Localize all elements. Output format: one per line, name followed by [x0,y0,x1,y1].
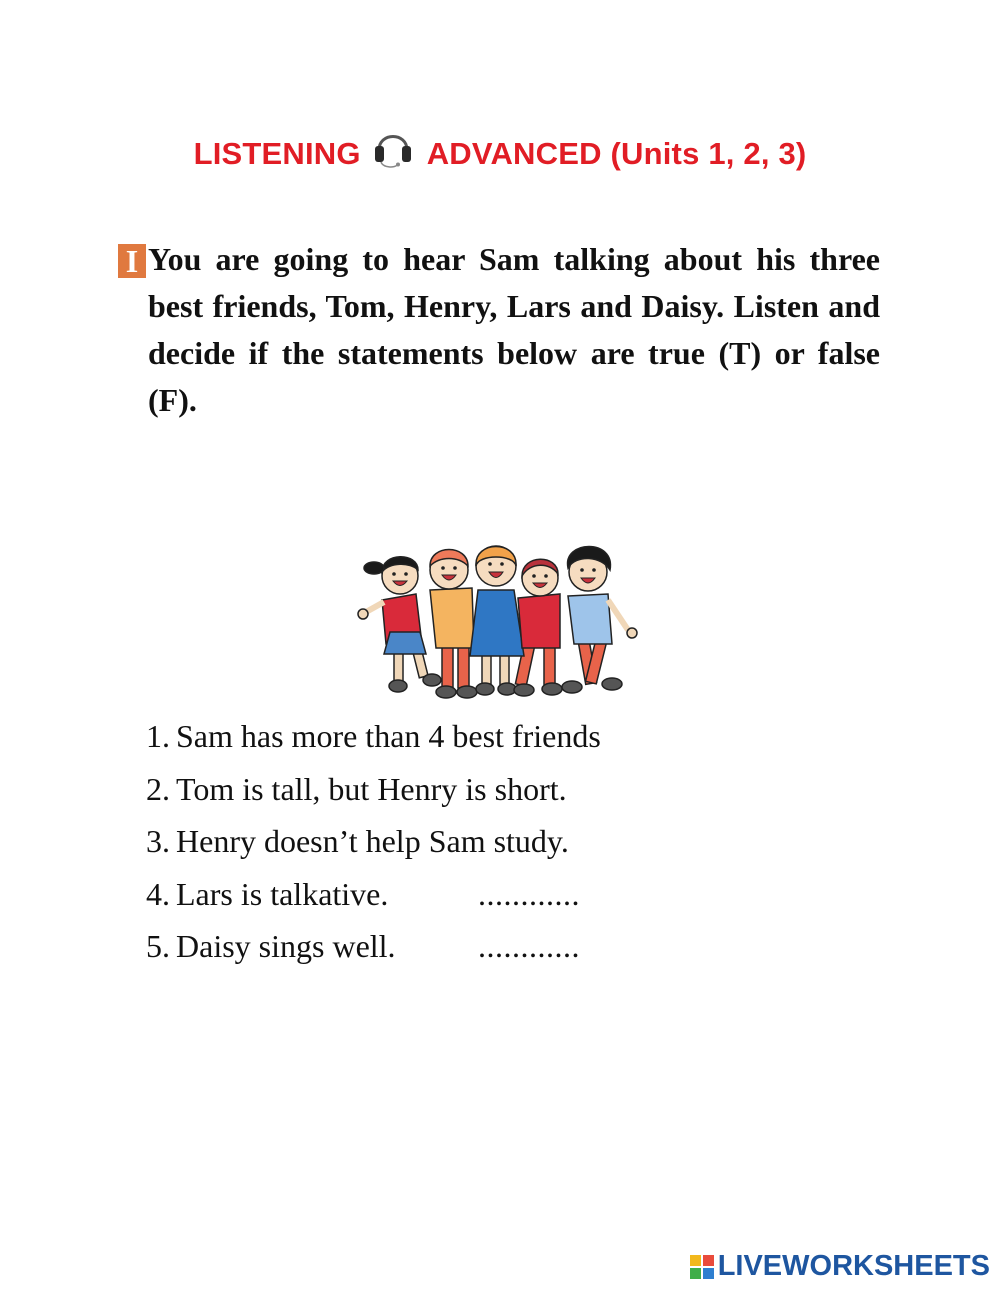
brand-name: LIVEWORKSHEETS [717,1250,990,1282]
exercise-instructions: You are going to hear Sam talking about his three best friends, Tom, Henry, Lars and Daisy. Listen and decide if the statements below are true (T) or false (F). [148,241,880,418]
headphones-icon [373,124,413,168]
item-text: Daisy sings well. [176,928,396,964]
group-of-children-illustration [354,532,644,704]
answer-blank[interactable]: ............ [478,928,580,964]
page-title [0,132,1000,176]
item-text: Tom is tall, but Henry is short. [176,770,567,807]
item-number: 3. [146,823,170,859]
list-item [146,710,601,763]
list-item [146,868,601,921]
item-text: Sam has more than 4 best friends [176,718,601,754]
item-number: 5. [146,928,170,964]
statement-list [146,710,601,973]
footer-brand [690,1250,990,1283]
liveworksheets-logo-icon [690,1255,714,1279]
exercise-section [118,236,880,424]
item-number: 2. [146,770,170,807]
item-text: Lars is talkative. [176,875,389,912]
item-text: Henry doesn’t help Sam study. [176,823,569,859]
list-item [146,763,601,816]
list-item [146,815,601,868]
item-number: 4. [146,875,170,912]
section-marker: I [118,244,146,278]
title-listening: LISTENING [193,136,361,171]
item-number: 1. [146,718,170,754]
list-item [146,920,601,973]
answer-blank[interactable]: ............ [478,875,580,912]
title-advanced: ADVANCED (Units 1, 2, 3) [426,136,807,171]
